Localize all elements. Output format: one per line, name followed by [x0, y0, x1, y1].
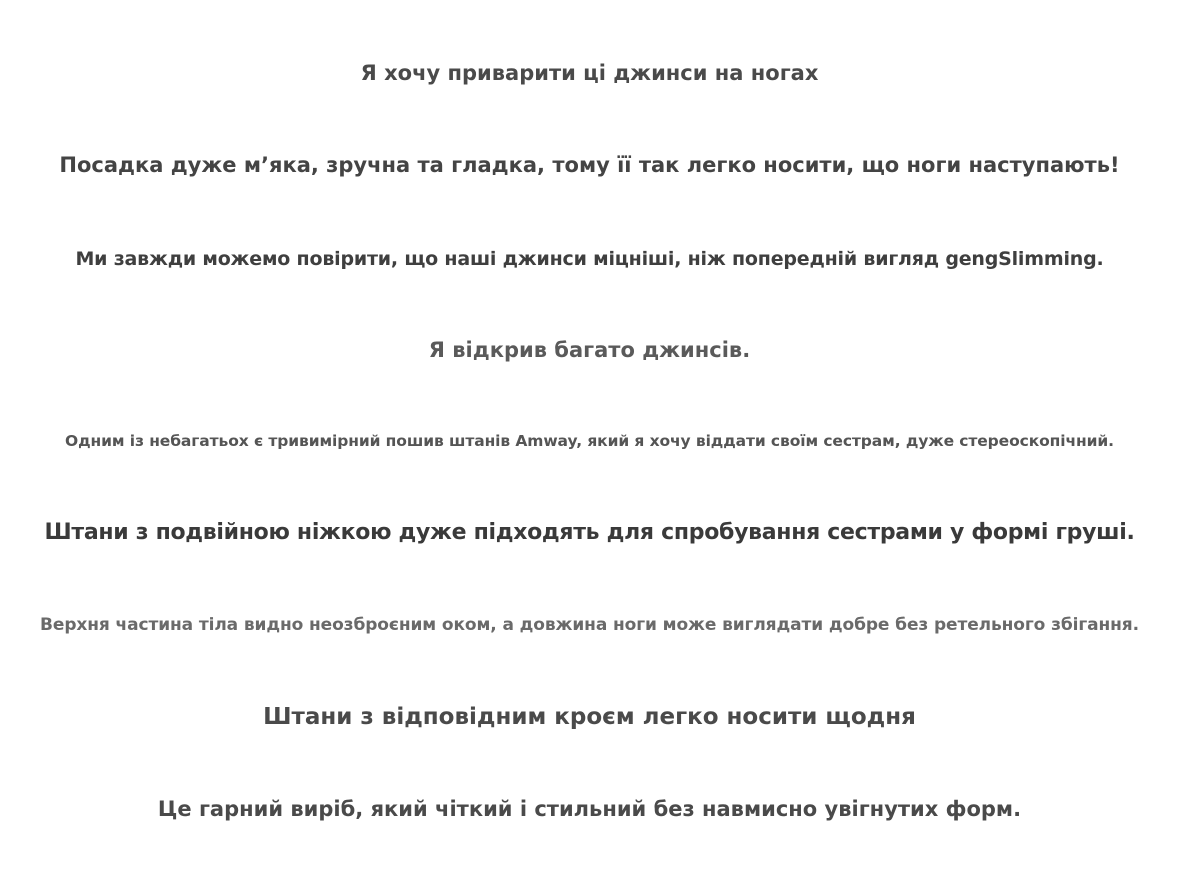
- text-line-8: Штани з відповідним кроєм легко носити щодня: [263, 704, 916, 730]
- text-line-4: Я відкрив багато джинсів.: [428, 338, 751, 362]
- text-line-3: Ми завжди можемо повірити, що наші джинси міцніші, ніж попередній вигляд gengSlimming.: [75, 248, 1104, 270]
- text-line-7: Верхня частина тіла видно неозброєним оком, а довжина ноги може виглядати добре без ретельного збігання.: [40, 615, 1139, 635]
- text-line-2: Посадка дуже м’яка, зручна та гладка, тому її так легко носити, що ноги наступають!: [59, 153, 1120, 177]
- text-line-9: Це гарний виріб, який чіткий і стильний без навмисно увігнутих форм.: [157, 797, 1022, 821]
- text-line-5: Одним із небагатьох є тривимірний пошив штанів Amway, який я хочу віддати своїм сестрам, дуже стереоскопічний.: [65, 432, 1114, 450]
- text-line-6: Штани з подвійною ніжкою дуже підходять для спробування сестрами у формі груші.: [44, 520, 1135, 545]
- text-line-1: Я хочу приварити ці джинси на ногах: [360, 61, 819, 85]
